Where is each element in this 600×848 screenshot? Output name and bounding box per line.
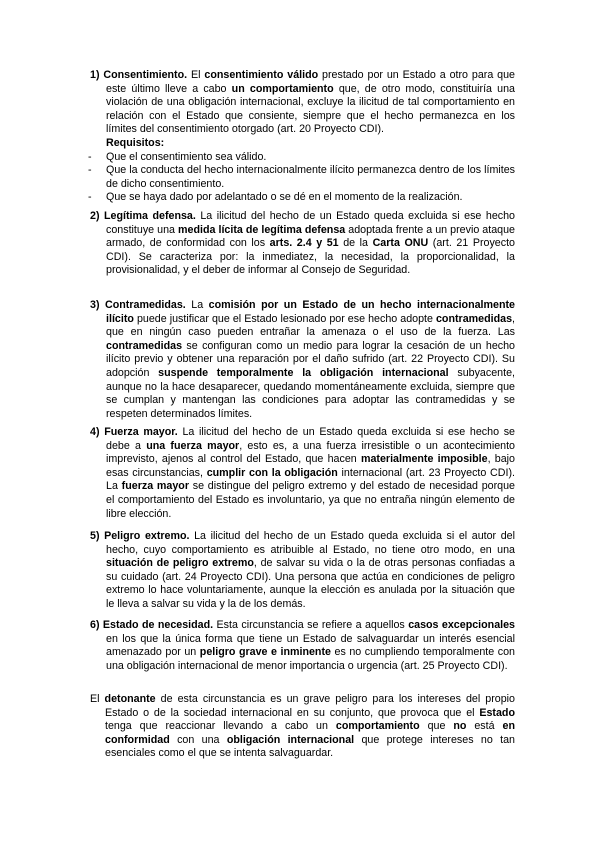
bold-run: comportamiento bbox=[335, 720, 420, 733]
bold-run: contramedidas bbox=[435, 312, 513, 325]
section-peligro-extremo bbox=[90, 530, 515, 612]
bold-run: 1) Consentimiento. bbox=[90, 69, 188, 81]
bold-run: suspende temporalmente la obligación internacional bbox=[158, 366, 449, 379]
text-run: que protege intereses no tan esenciales como el que se intenta salvaguardar. bbox=[105, 733, 515, 760]
list-item: - Que se haya dado por adelantado o se dé en el momento de la realización. bbox=[88, 191, 515, 205]
section-detonante bbox=[90, 693, 515, 761]
paragraph-fuerza-mayor bbox=[90, 426, 515, 521]
bold-run: situación de peligro extremo bbox=[106, 557, 254, 570]
text-run: (art. 21 Proyecto CDI). Se caracteriza por: la inmediatez, la necesidad, la proporcionalidad, la provisionalidad, y el deber de informar al Consejo de Seguridad. bbox=[106, 237, 515, 277]
paragraph-legitima-defensa bbox=[90, 210, 515, 278]
text-run: con una bbox=[169, 733, 227, 746]
bold-run: Estado bbox=[479, 706, 515, 719]
bold-run: 6) Estado de necesidad. bbox=[90, 619, 214, 631]
bold-run: fuerza mayor bbox=[121, 480, 189, 493]
section-legitima-defensa bbox=[90, 210, 515, 278]
bold-run: 2) Legítima defensa. bbox=[90, 210, 196, 222]
text-run: Esta circunstancia se refiere a aquellos bbox=[213, 619, 409, 631]
text-run: que bbox=[419, 720, 454, 733]
paragraph-detonante bbox=[90, 693, 515, 761]
list-item: - Que el consentimiento sea válido. bbox=[88, 151, 515, 165]
text-run: en los que la única forma que tiene un Estado de salvaguardar un interés esencial amenazado por un bbox=[106, 632, 515, 659]
text-run: La ilicitud del hecho de un Estado queda excluida si ese hecho se debe a bbox=[106, 426, 515, 452]
text-run: internacional (art. 23 Proyecto CDI). La bbox=[106, 466, 515, 493]
bold-run: 4) Fuerza mayor. bbox=[90, 426, 178, 438]
bold-run: no bbox=[453, 720, 467, 733]
bold-run: casos excepcionales bbox=[408, 619, 515, 631]
requisitos-list bbox=[90, 151, 515, 205]
text-run: , de salvar su vida o la de otras personas confiadas a su cuidado (art. 24 Proyecto CDI). Una persona que actúa en condiciones de peligro extremo lo hace voluntariamente, aunque la elección es anulada por la situación que le lleva a salvar su vida y la de los demás. bbox=[106, 557, 515, 610]
text-run: , esto es, a una fuerza irresistible o un acontecimiento imprevisto, ajenos al control del Estado, que hacen bbox=[106, 439, 515, 466]
text-run: de esta circunstancia es un grave peligro para los intereses del propio Estado o de la sociedad internacional en su conjunto, que provoca que el bbox=[105, 693, 515, 719]
text-run: tenga que reaccionar llevando a cabo un bbox=[105, 720, 336, 733]
text-run: que, de otro modo, constituiría una violación de una obligación internacional, excluye la ilicitud de tal comportamiento en relación con el Estado que consiente, siempre que el hecho permanezca en los límites del consentimiento otorgado (art. 20 Proyecto CDI). bbox=[106, 82, 515, 136]
text-run: está bbox=[466, 720, 503, 733]
requisitos-label: Requisitos: bbox=[106, 136, 165, 149]
text-run: de la bbox=[338, 237, 373, 250]
bold-run: medida lícita de legítima defensa bbox=[178, 223, 346, 236]
paragraph-contramedidas bbox=[90, 299, 515, 421]
bold-run: comisión por un Estado de un hecho internacionalmente ilícito bbox=[106, 299, 515, 325]
text-run: es no cumpliendo temporalmente con una obligación internacional de menor importancia o urgencia (art. 25 Proyecto CDI). bbox=[106, 646, 515, 672]
bold-run: arts. 2.4 y 51 bbox=[269, 237, 339, 250]
paragraph-consentimiento bbox=[90, 69, 515, 137]
text-run: prestado por un Estado a otro para que este último lleve a cabo bbox=[106, 69, 515, 95]
bold-run: un comportamiento bbox=[231, 82, 334, 95]
paragraph-estado-necesidad bbox=[90, 619, 515, 673]
section-consentimiento bbox=[90, 69, 515, 205]
section-fuerza-mayor bbox=[90, 426, 515, 521]
text-run: , bajo esas circunstancias, bbox=[106, 453, 515, 479]
text-run: puede justificar que el Estado lesionado por ese hecho adopte bbox=[133, 312, 436, 325]
bold-run: detonante bbox=[104, 693, 156, 705]
bold-run: peligro grave e inminente bbox=[199, 646, 331, 659]
section-estado-necesidad bbox=[90, 619, 515, 673]
text-run: , que en ningún caso pueden entrañar la amenaza o el uso de la fuerza. Las bbox=[106, 312, 515, 339]
bold-run: 5) Peligro extremo. bbox=[90, 530, 190, 542]
text-run: La ilicitud del hecho de un Estado queda excluida si el autor del hecho, cuyo comportamiento es atribuible al Estado, no tiene otro modo, en una bbox=[106, 530, 515, 556]
bold-run: materialmente imposible bbox=[360, 453, 488, 466]
bold-run: obligación internacional bbox=[226, 733, 355, 746]
text-run: El bbox=[90, 693, 105, 705]
bold-run: cumplir con la obligación bbox=[206, 466, 338, 479]
text-run: se distingue del peligro extremo y del estado de necesidad porque el comportamiento del Estado es involuntario, ya que no entraña ningún elemento de libre elección. bbox=[106, 480, 515, 520]
bold-run: contramedidas bbox=[106, 339, 183, 352]
bold-run: en conformidad bbox=[105, 720, 515, 746]
text-run: La ilicitud del hecho de un Estado queda excluida si ese hecho constituye una bbox=[106, 210, 516, 236]
bold-run: Carta ONU bbox=[372, 237, 429, 250]
section-contramedidas bbox=[90, 299, 515, 421]
text-run: subyacente, aunque no la hace desaparecer, quedando momentáneamente excluida, siempre que se cumplan y mantengan las condiciones para adoptar las contramedidas y se respeten determinados límites. bbox=[106, 366, 515, 420]
bold-run: 3) Contramedidas. bbox=[90, 299, 186, 311]
paragraph-peligro-extremo bbox=[90, 530, 515, 612]
bold-run: consentimiento válido bbox=[204, 69, 319, 81]
text-run: adoptada frente a un previo ataque armado, de conformidad con los bbox=[106, 223, 515, 250]
list-item: - Que la conducta del hecho internacionalmente ilícito permanezca dentro de los límites de dicho consentimiento. bbox=[88, 164, 515, 191]
text-run: El bbox=[187, 69, 205, 81]
text-run: se configuran como un medio para lograr la cesación de un hecho ilícito previo y obtener una reparación por el daño sufrido (art. 22 Proyecto CDI). Su adopción bbox=[106, 339, 515, 379]
bold-run: una fuerza mayor bbox=[146, 439, 240, 452]
text-run: La bbox=[185, 299, 209, 311]
